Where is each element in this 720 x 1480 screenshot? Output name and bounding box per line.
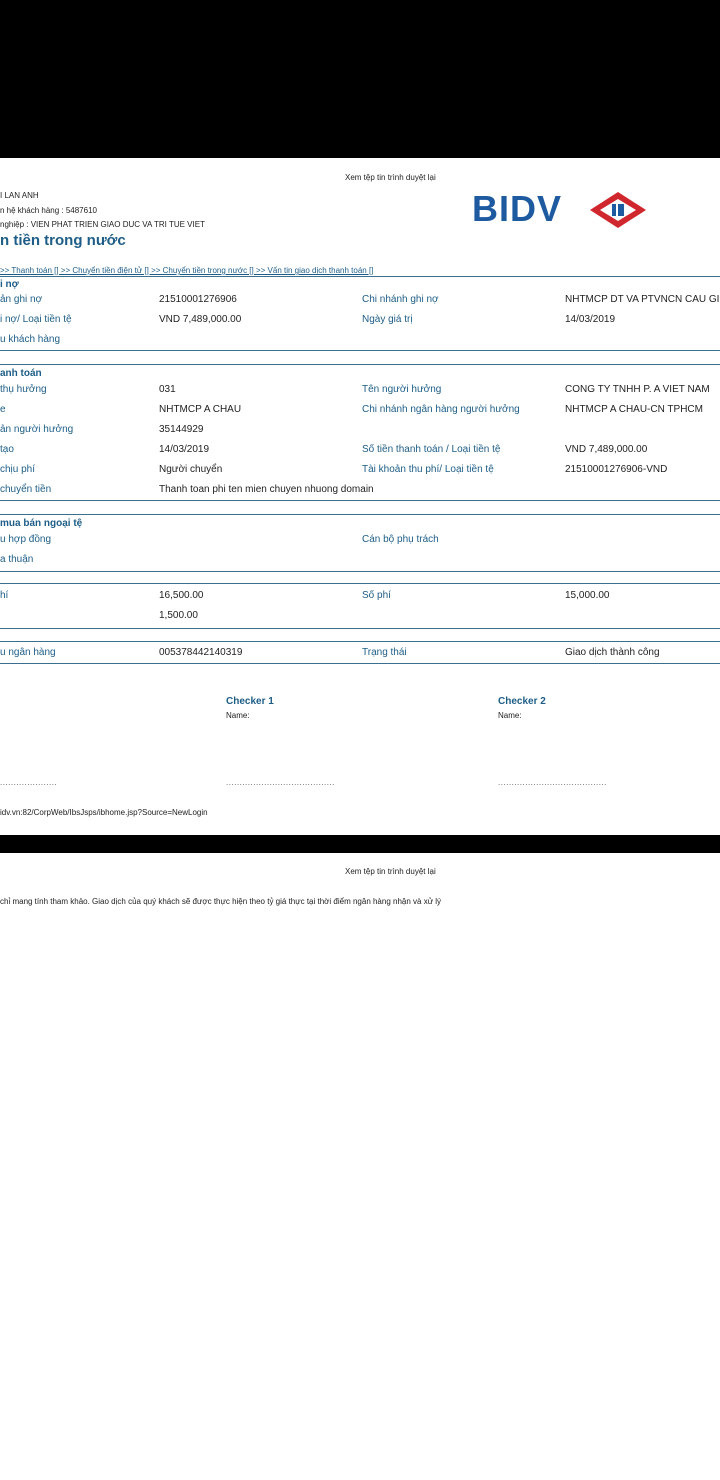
bidv-diamond-icon bbox=[588, 190, 648, 230]
beneficiary-label: thụ hưởng bbox=[0, 384, 47, 395]
beneficiary-branch-value: NHTMCP A CHAU-CN TPHCM bbox=[565, 404, 703, 415]
signature-line-1: ..................... bbox=[0, 778, 58, 787]
page1-top-caption: Xem tệp tin trình duyệt lại bbox=[345, 173, 436, 182]
fee-payer-label: chịu phí bbox=[0, 464, 36, 475]
payment-section-heading: anh toán bbox=[0, 368, 42, 379]
page-separator-bar bbox=[0, 835, 720, 853]
value-date-value: 14/03/2019 bbox=[565, 314, 616, 325]
fee-total-value: 16,500.00 bbox=[159, 590, 204, 601]
divider bbox=[0, 276, 720, 277]
bank-value: NHTMCP A CHAU bbox=[159, 404, 242, 415]
fee-account-value: 21510001276906-VND bbox=[565, 464, 668, 475]
checker1-title: Checker 1 bbox=[226, 696, 274, 707]
debit-account-label: ản ghi nợ bbox=[0, 294, 43, 305]
page-title: n tiền trong nước bbox=[0, 232, 126, 249]
fee-vat-value: 1,500.00 bbox=[159, 610, 198, 621]
checker2-name-label: Name: bbox=[498, 711, 522, 720]
debit-section-heading: i nợ bbox=[0, 279, 19, 290]
checker2-title: Checker 2 bbox=[498, 696, 546, 707]
divider bbox=[0, 641, 720, 642]
officer-label: Cán bộ phụ trách bbox=[362, 534, 439, 545]
fee-account-label: Tài khoản thu phí/ Loại tiền tệ bbox=[362, 464, 494, 475]
value-date-label: Ngày giá trị bbox=[362, 314, 413, 325]
beneficiary-value: 031 bbox=[159, 384, 176, 395]
page2-top-caption: Xem tệp tin trình duyệt lại bbox=[345, 867, 436, 876]
breadcrumb[interactable]: >> Thanh toán [] >> Chuyển tiền điện tử [] >> Chuyển tiền trong nước [] >> Vấn tin giao dịch thanh toán [] bbox=[0, 266, 374, 275]
signature-line-3: ........................................ bbox=[498, 778, 607, 787]
beneficiary-name-value: CONG TY TNHH P. A VIET NAM bbox=[565, 384, 710, 395]
debit-branch-value: NHTMCP DT VA PTVNCN CAU GI bbox=[565, 294, 720, 305]
customer-contact: n hệ khách hàng : 5487610 bbox=[0, 206, 97, 215]
created-date-value: 14/03/2019 bbox=[159, 444, 210, 455]
bank-ref-label: u ngân hàng bbox=[0, 647, 56, 658]
status-value: Giao dịch thành công bbox=[565, 647, 660, 658]
divider bbox=[0, 583, 720, 584]
customer-ref-label: u khách hàng bbox=[0, 334, 61, 345]
beneficiary-account-value: 35144929 bbox=[159, 424, 204, 435]
customer-company: nghiệp : VIEN PHAT TRIEN GIAO DUC VA TRI TUE VIET bbox=[0, 220, 205, 229]
debit-branch-label: Chi nhánh ghi nợ bbox=[362, 294, 439, 305]
agreement-label: a thuận bbox=[0, 554, 34, 565]
fee-amount-value: 15,000.00 bbox=[565, 590, 610, 601]
payment-amount-label: Số tiền thanh toán / Loại tiền tệ bbox=[362, 444, 501, 455]
divider bbox=[0, 364, 720, 365]
created-date-label: tạo bbox=[0, 444, 14, 455]
contract-label: u hợp đồng bbox=[0, 534, 52, 545]
fee-payer-value: Người chuyển bbox=[159, 464, 223, 475]
fee-label: hí bbox=[0, 590, 9, 601]
transfer-content-value: Thanh toan phi ten mien chuyen nhuong domain bbox=[159, 484, 374, 495]
divider bbox=[0, 500, 720, 501]
debit-amount-label: i nợ/ Loại tiền tệ bbox=[0, 314, 72, 325]
status-label: Trạng thái bbox=[362, 647, 407, 658]
bidv-logo bbox=[472, 188, 562, 232]
bidv-logo-text: BIDV bbox=[472, 188, 563, 229]
payment-amount-value: VND 7,489,000.00 bbox=[565, 444, 648, 455]
divider bbox=[0, 514, 720, 515]
transfer-content-label: chuyển tiền bbox=[0, 484, 52, 495]
divider bbox=[0, 663, 720, 664]
customer-name: I LAN ANH bbox=[0, 191, 39, 200]
bank-label: e bbox=[0, 404, 6, 415]
checker1-name-label: Name: bbox=[226, 711, 250, 720]
beneficiary-branch-label: Chi nhánh ngân hàng người hưởng bbox=[362, 404, 520, 415]
footer-url: idv.vn:82/CorpWeb/IbsJsps/ibhome.jsp?Source=NewLogin bbox=[0, 808, 208, 817]
debit-amount-value: VND 7,489,000.00 bbox=[159, 314, 242, 325]
debit-account-value: 21510001276906 bbox=[159, 294, 237, 305]
divider bbox=[0, 628, 720, 629]
top-black-bar bbox=[0, 0, 720, 158]
bank-ref-value: 005378442140319 bbox=[159, 647, 243, 658]
exchange-rate-note: chỉ mang tính tham khảo. Giao dịch của quý khách sẽ được thực hiện theo tỷ giá thực tại thời điểm ngân hàng nhận và xử lý bbox=[0, 897, 442, 906]
divider bbox=[0, 571, 720, 572]
beneficiary-name-label: Tên người hưởng bbox=[362, 384, 442, 395]
divider bbox=[0, 350, 720, 351]
fx-section-heading: mua bán ngoại tệ bbox=[0, 518, 83, 529]
beneficiary-account-label: ản người hưởng bbox=[0, 424, 74, 435]
signature-line-2: ........................................ bbox=[226, 778, 335, 787]
fee-amount-label: Số phí bbox=[362, 590, 391, 601]
